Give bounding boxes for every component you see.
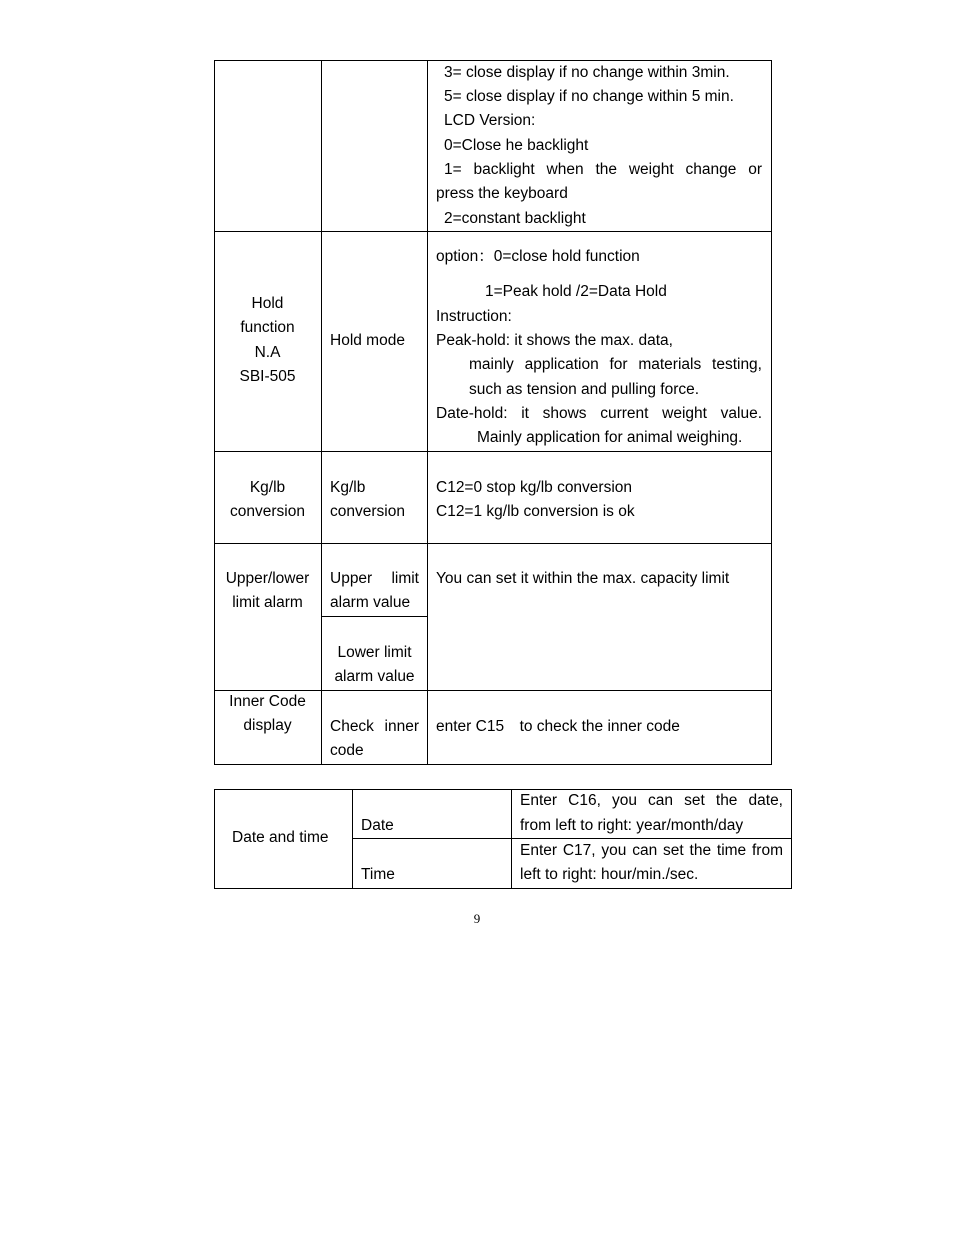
parameter-name: Kg/lb conversion xyxy=(330,479,405,521)
cell-text: 2=constant backlight xyxy=(444,210,586,227)
parameter-name: Upper limit alarm value xyxy=(330,570,419,612)
row-header: Upper/lower limit alarm xyxy=(225,570,310,612)
cell-text: Date-hold: it shows current weight value. xyxy=(436,405,762,422)
cell-text: 1= backlight when the weight change or xyxy=(444,161,762,178)
table-rule xyxy=(214,451,772,452)
cell-text: such as tension and pulling force. xyxy=(469,381,700,398)
cell-text: 0=Close he backlight xyxy=(444,137,589,154)
parameter-name: Check inner code xyxy=(330,718,419,760)
row-header: Inner Code display xyxy=(229,693,306,735)
cell-text: C12=0 stop kg/lb conversion C12=1 kg/lb conversion is ok xyxy=(436,479,635,521)
time-description: Enter C17, you can set the time from xyxy=(520,842,783,859)
row-header: Date and time xyxy=(232,829,329,846)
cell-text: Mainly application for animal weighing. xyxy=(477,429,743,446)
time-label: Time xyxy=(361,866,395,883)
parameter-name: Hold mode xyxy=(330,332,405,349)
table-rule xyxy=(214,888,792,889)
table-rule xyxy=(352,789,353,889)
time-description: left to right: hour/min./sec. xyxy=(520,866,699,883)
cell-text: You can set it within the max. capacity limit xyxy=(436,570,730,587)
page-number: 9 xyxy=(473,911,481,926)
table-rule xyxy=(214,543,772,544)
cell-text: Peak-hold: it shows the max. data, xyxy=(436,332,673,349)
cell-text: 1=Peak hold /2=Data Hold xyxy=(485,283,667,300)
row-header: Kg/lb conversion xyxy=(230,479,305,521)
row-header: Hold function N.A SBI-505 xyxy=(239,295,296,385)
table-rule xyxy=(321,616,428,617)
table-rule xyxy=(214,764,772,765)
cell-text: press the keyboard xyxy=(436,185,568,202)
cell-text: 5= close display if no change within 5 min. xyxy=(444,88,734,105)
cell-text: enter C15 to check the inner code xyxy=(436,718,680,735)
table-rule xyxy=(791,789,792,889)
parameter-name: Lower limit alarm value xyxy=(334,644,415,686)
table-rule xyxy=(771,60,772,765)
cell-text: 3= close display if no change within 3min. xyxy=(444,64,730,81)
cell-text: option：0=close hold function xyxy=(436,248,640,265)
table-rule xyxy=(511,789,512,889)
table-rule xyxy=(214,789,215,889)
cell-text: LCD Version: xyxy=(444,112,536,129)
cell-text: mainly application for materials testing, xyxy=(469,356,762,373)
date-description: Enter C16, you can set the date, xyxy=(520,792,783,809)
date-description: from left to right: year/month/day xyxy=(520,817,744,834)
table-rule xyxy=(214,60,215,765)
cell-text: Instruction: xyxy=(436,308,512,325)
date-label: Date xyxy=(361,817,394,834)
